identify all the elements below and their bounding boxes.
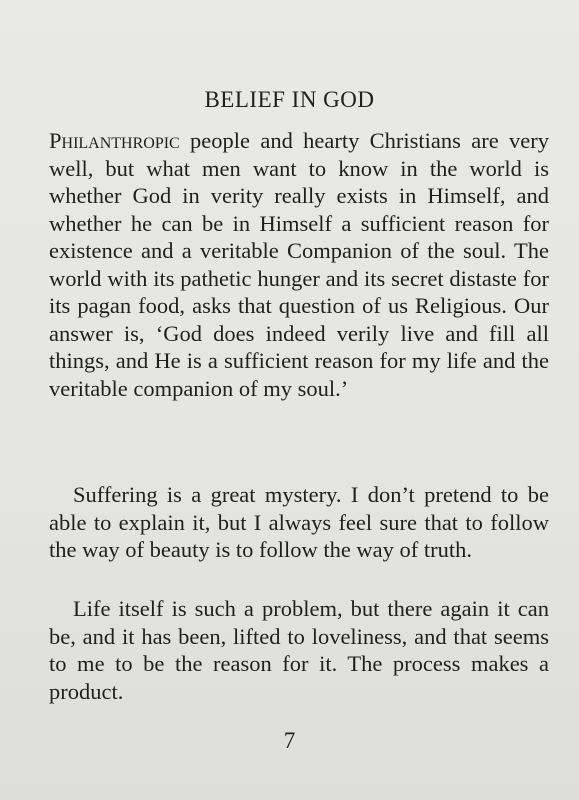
paragraph-3: Life itself is such a problem, but there again it can be, and it has been, lifted to loveliness, and that seems to me to be the reason for it. The process makes a product. [49, 596, 549, 704]
paragraph-1-text: people and hearty Christians are very well, but what men want to know in the world is whether God in verity really exists in Himself, and whether he can be in Himself a sufficient reason for existence and a veritable Companion of the soul. The world with its pathetic hunger and its secret distaste for its pagan food, asks that question of us Religious. Our answer is, ‘God does indeed verily live and fill all things, and He is a sufficient reason for my life and the veritable companion of my soul.’ [49, 128, 549, 401]
page-number: 7 [283, 728, 296, 753]
page-title: BELIEF IN GOD [204, 87, 375, 112]
paragraph-1-lead: Philanthropic [49, 128, 180, 153]
paragraph-2: Suffering is a great mystery. I don’t pretend to be able to explain it, but I always feel sure that to follow the way of beauty is to follow the way of truth. [49, 482, 549, 562]
paragraph-1 [49, 127, 549, 402]
